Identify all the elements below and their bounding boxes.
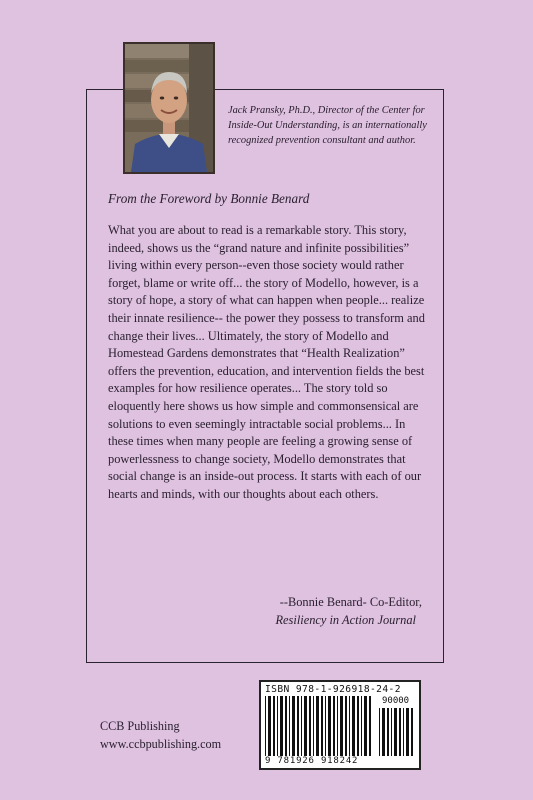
publisher-url: www.ccbpublishing.com (100, 737, 222, 751)
ean-barcode-bars (265, 696, 375, 756)
isbn-barcode (259, 680, 421, 770)
author-photo (123, 42, 215, 174)
ean-number: 9 781926 918242 (265, 756, 359, 766)
price-addon-code: 90000 (382, 696, 410, 706)
signature-publication: Resiliency in Action Journal (275, 613, 416, 627)
publisher-name: CCB Publishing (100, 719, 180, 733)
foreword-heading: From the Foreword by Bonnie Benard (108, 191, 310, 206)
publisher-info (100, 717, 221, 753)
author-portrait-image (125, 44, 213, 172)
addon-barcode-bars (379, 708, 417, 756)
isbn-number: ISBN 978-1-926918-24-2 (265, 684, 401, 695)
author-bio: Jack Pransky, Ph.D., Director of the Center for Inside-Out Understanding, is an internationally recognized prevention consultant and author. (228, 105, 427, 146)
foreword-text: What you are about to read is a remarkable story. This story, indeed, shows us the “grand nature and infinite possibilities” living within every person--even those society would rather forget, blame or write off... the story of Modello, however, is a story of hope, a story of what can happen when people... realize their innate resilience-- the power they possess to transform and change their lives... Ultimately, the story of Modello and Homestead Gardens demonstrates that “Health Realization” offers the prevention, education, and intervention fields the best examples for how resilience operates... The story told so eloquently here shows us how simple and commonsensical are solutions to even seemingly intractable social problems... In these times when many people are feeling a growing sense of powerlessness to change society, Modello demonstrates that social change is an inside-out process. It starts with each of our hearts and minds, with our thoughts about each others. (108, 223, 425, 501)
signature-name: --Bonnie Benard- Co-Editor, (279, 595, 422, 609)
